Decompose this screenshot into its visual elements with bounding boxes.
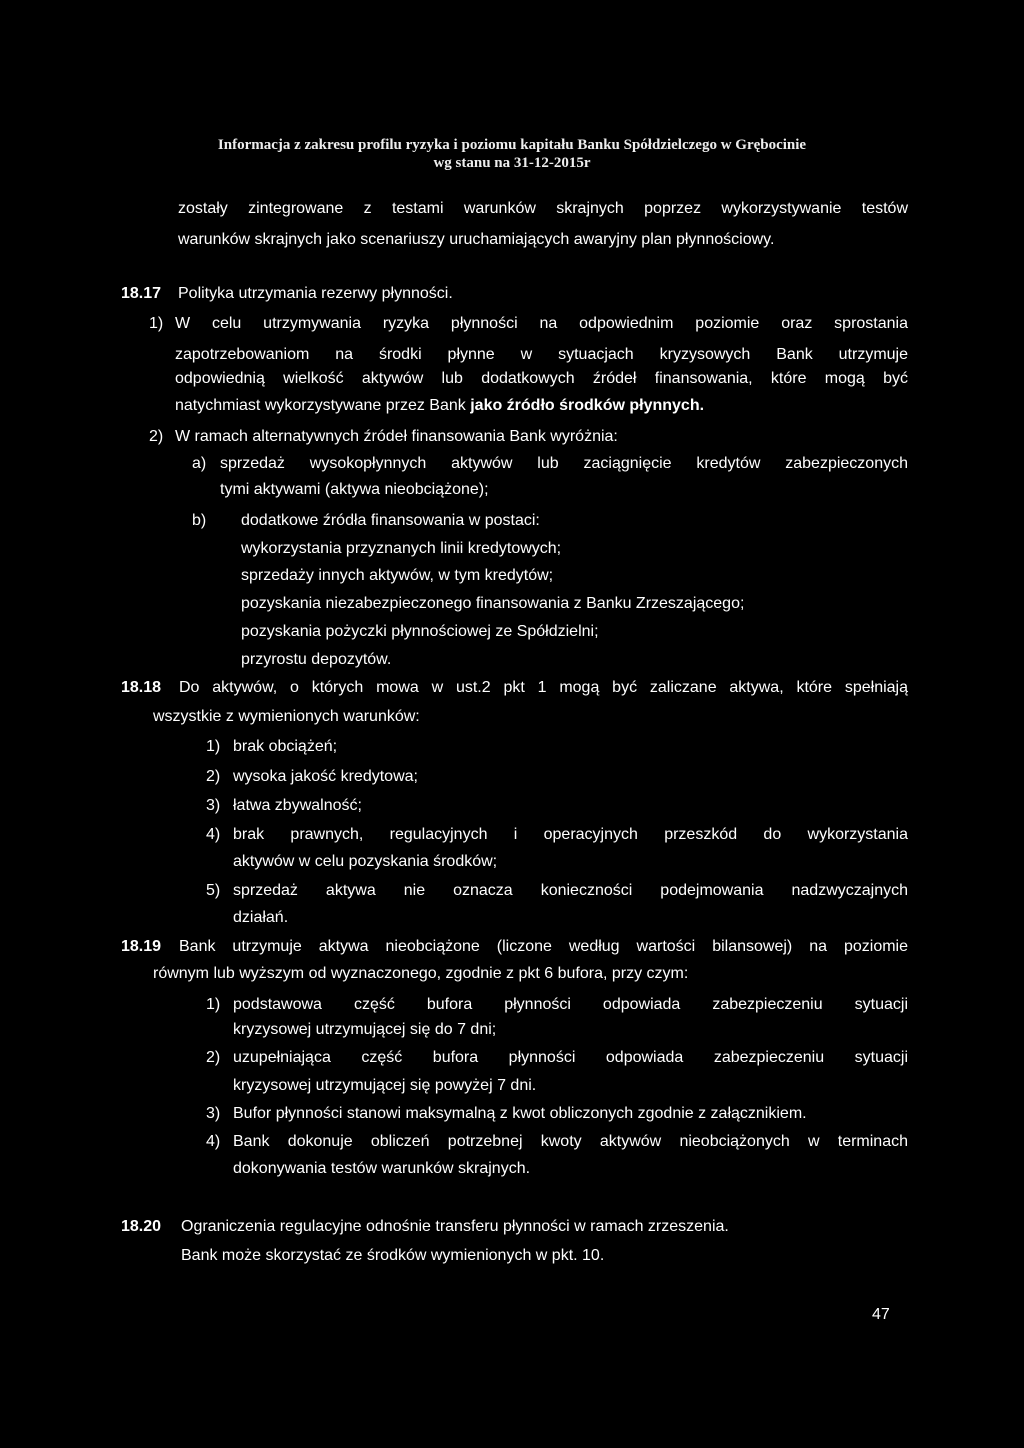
list-item: wykorzystania przyznanych linii kredytowych; xyxy=(241,540,562,557)
list-item: brak obciążeń; xyxy=(233,738,338,755)
list-item: pozyskania niezabezpieczonego finansowania z Banku Zrzeszającego; xyxy=(241,595,745,612)
list-item: podstawowa część bufora płynności odpowiada zabezpieczeniu sytuacji xyxy=(233,996,908,1013)
list-item: łatwa zbywalność; xyxy=(233,797,362,814)
list-item: dokonywania testów warunków skrajnych. xyxy=(233,1160,531,1177)
paragraph-line: zapotrzebowaniom na środki płynne w sytuacjach kryzysowych Bank utrzymuje xyxy=(175,346,908,363)
section-number-18-17: 18.17 xyxy=(121,285,162,302)
item-number: 4) xyxy=(206,1133,221,1150)
item-number: 1) xyxy=(206,738,221,755)
paragraph-line: Bank może skorzystać ze środków wymienionych w pkt. 10. xyxy=(181,1247,605,1264)
list-item: Bufor płynności stanowi maksymalną z kwot obliczonych zgodnie z załącznikiem. xyxy=(233,1105,807,1122)
list-item: uzupełniająca część bufora płynności odpowiada zabezpieczeniu sytuacji xyxy=(233,1049,908,1066)
list-item: Bank dokonuje obliczeń potrzebnej kwoty aktywów nieobciążonych w terminach xyxy=(233,1133,908,1150)
paragraph-line: W ramach alternatywnych źródeł finansowania Bank wyróżnia: xyxy=(175,428,618,445)
paragraph-line: Ograniczenia regulacyjne odnośnie transferu płynności w ramach zrzeszenia. xyxy=(181,1218,729,1235)
list-item: sprzedaży innych aktywów, w tym kredytów; xyxy=(241,567,554,584)
list-item: brak prawnych, regulacyjnych i operacyjnych przeszkód do wykorzystania xyxy=(233,826,908,843)
item-number: 5) xyxy=(206,882,221,899)
item-label: a) xyxy=(192,455,207,472)
intro-line-2: warunków skrajnych jako scenariuszy uruchamiających awaryjny plan płynnościowy. xyxy=(178,231,775,248)
list-item: aktywów w celu pozyskania środków; xyxy=(233,853,498,870)
paragraph-line: Do aktywów, o których mowa w ust.2 pkt 1 mogą być zaliczane aktywa, które spełniają xyxy=(179,679,908,696)
paragraph-line: W celu utrzymywania ryzyka płynności na odpowiednim poziomie oraz sprostania xyxy=(175,315,908,332)
item-number: 4) xyxy=(206,826,221,843)
item-number: 2) xyxy=(149,428,164,445)
item-number: 3) xyxy=(206,1105,221,1122)
paragraph-line: równym lub wyższym od wyznaczonego, zgodnie z pkt 6 bufora, przy czym: xyxy=(153,965,689,982)
intro-line-1: zostały zintegrowane z testami warunków skrajnych poprzez wykorzystywanie testów xyxy=(178,200,908,217)
item-number: 2) xyxy=(206,768,221,785)
paragraph-line: tymi aktywami (aktywa nieobciążone); xyxy=(220,481,489,498)
page-number: 47 xyxy=(872,1306,890,1323)
list-item: wysoka jakość kredytowa; xyxy=(233,768,418,785)
section-number-18-18: 18.18 xyxy=(121,679,162,696)
list-item: przyrostu depozytów. xyxy=(241,651,392,668)
emphasis-text: jako źródło środków płynnych. xyxy=(470,397,705,414)
item-number: 3) xyxy=(206,797,221,814)
item-number: 1) xyxy=(149,315,164,332)
list-item: działań. xyxy=(233,909,289,926)
paragraph-line: wszystkie z wymienionych warunków: xyxy=(153,708,420,725)
paragraph-line xyxy=(175,396,704,416)
paragraph-line: odpowiednią wielkość aktywów lub dodatkowych źródeł finansowania, które mogą być xyxy=(175,370,908,387)
section-title-18-17: Polityka utrzymania rezerwy płynności. xyxy=(178,285,453,302)
text-span: natychmiast wykorzystywane przez Bank xyxy=(175,397,471,414)
list-item: sprzedaż aktywa nie oznacza konieczności podejmowania nadzwyczajnych xyxy=(233,882,908,899)
paragraph-line: sprzedaż wysokopłynnych aktywów lub zaciągnięcie kredytów zabezpieczonych xyxy=(220,455,908,472)
item-number: 2) xyxy=(206,1049,221,1066)
section-number-18-19: 18.19 xyxy=(121,938,162,955)
page-header xyxy=(0,136,1024,172)
item-number: 1) xyxy=(206,996,221,1013)
header-title: Informacja z zakresu profilu ryzyka i poziomu kapitału Banku Spółdzielczego w Grębocinie xyxy=(217,137,807,153)
list-item: pozyskania pożyczki płynnościowej ze Spółdzielni; xyxy=(241,623,599,640)
item-label: b) xyxy=(192,512,207,529)
list-item: kryzysowej utrzymującej się powyżej 7 dni. xyxy=(233,1077,537,1094)
list-item: kryzysowej utrzymującej się do 7 dni; xyxy=(233,1021,497,1038)
header-date: wg stanu na 31-12-2015r xyxy=(433,155,591,171)
paragraph-line: dodatkowe źródła finansowania w postaci: xyxy=(241,512,540,529)
section-number-18-20: 18.20 xyxy=(121,1218,162,1235)
paragraph-line: Bank utrzymuje aktywa nieobciążone (liczone według wartości bilansowej) na poziomie xyxy=(179,938,908,955)
